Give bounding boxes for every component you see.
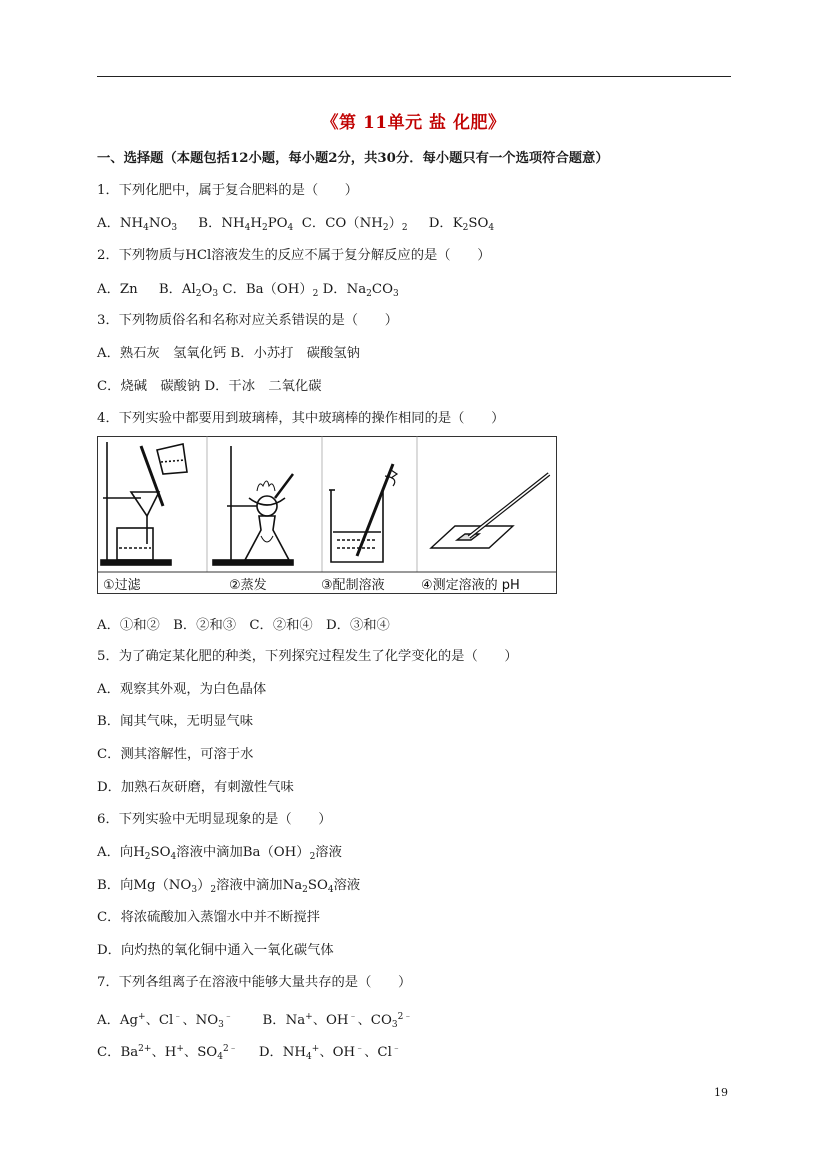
header-rule: [97, 76, 731, 77]
option-b: B．$NH_4H_2PO_4$: [198, 216, 294, 233]
caption-evaporation: ②蒸发: [229, 578, 267, 593]
question-3-stem: 3．下列物质俗名和名称对应关系错误的是（ ）: [97, 313, 398, 328]
question-6-option-d: D．向灼热的氧化铜中通入一氧化碳气体: [97, 943, 334, 958]
page-number: 19: [714, 1086, 728, 1099]
option-a: A．$NH_4NO_3$: [97, 216, 178, 233]
question-2-options: [97, 281, 399, 303]
page-title: 《第 11单元 盐 化肥》: [321, 113, 506, 133]
option-d: D．$NH_4^+$、OH﹣、Cl﹣: [258, 1044, 401, 1062]
option-a: A．Zn: [97, 282, 138, 297]
question-5-option-b: B．闻其气味，无明显气味: [97, 714, 254, 729]
question-4-stem: 4．下列实验中都要用到玻璃棒，其中玻璃棒的操作相同的是（ ）: [97, 411, 505, 426]
question-5-option-c: C．测其溶解性，可溶于水: [97, 747, 254, 762]
option-c: C．$Ba^{2+}$、H+、$SO_4^{2﹣}$: [97, 1044, 238, 1062]
question-7-options-row-2: [97, 1040, 401, 1066]
option-d: D．$Na_2CO_3$: [322, 282, 399, 299]
option-a: A．Ag+、Cl﹣、$NO_3^﹣$: [97, 1012, 233, 1030]
question-5-option-a: A．观察其外观，为白色晶体: [97, 682, 267, 697]
option-b: B．$Al_2O_3$: [158, 282, 219, 299]
option-d: D．$K_2SO_4$: [428, 216, 495, 233]
question-6-stem: 6．下列实验中无明显现象的是（ ）: [97, 812, 332, 827]
question-1-stem: 1．下列化肥中，属于复合肥料的是（ ）: [97, 183, 359, 198]
question-5-option-d: D．加熟石灰研磨，有刺激性气味: [97, 780, 294, 795]
lab-apparatus-figure: [97, 436, 557, 594]
question-7-options-row-1: [97, 1008, 412, 1034]
question-7-stem: 7．下列各组离子在溶液中能够大量共存的是（ ）: [97, 975, 412, 990]
section-heading: 一、选择题（本题包括12小题，每小题2分，共30分．每小题只有一个选项符合题意）: [97, 151, 609, 166]
option-c: C．$Ba(OH)_2$: [222, 282, 319, 299]
question-4-options: A．①和② B．②和③ C．②和④ D．③和④: [97, 618, 390, 633]
caption-filtration: ①过滤: [103, 578, 141, 593]
question-5-stem: 5．为了确定某化肥的种类，下列探究过程发生了化学变化的是（ ）: [97, 649, 518, 664]
caption-solution-preparation: ③配制溶液: [321, 578, 385, 593]
caption-ph-test: ④测定溶液的 pH: [421, 578, 520, 593]
question-1-options: [97, 215, 494, 237]
question-2-stem: 2．下列物质与HCl溶液发生的反应不属于复分解反应的是（ ）: [97, 248, 491, 263]
question-6-option-b: B．向$Mg(NO_3)_2$溶液中滴加$Na_2SO_4$溶液: [97, 878, 361, 895]
question-6-option-c: C．将浓硫酸加入蒸馏水中并不断搅拌: [97, 910, 320, 925]
option-c: C．$CO(NH_2)_2$: [301, 216, 408, 233]
question-3-options-row-2: C．烧碱 碳酸钠 D．干冰 二氧化碳: [97, 379, 322, 394]
question-6-option-a: A．向$H_2SO_4$溶液中滴加$Ba(OH)_2$溶液: [97, 845, 342, 862]
question-3-options-row-1: A．熟石灰 氢氧化钙 B．小苏打 碳酸氢钠: [97, 346, 360, 361]
option-b: B．Na+、OH﹣、$CO_3^{2﹣}$: [262, 1012, 413, 1030]
